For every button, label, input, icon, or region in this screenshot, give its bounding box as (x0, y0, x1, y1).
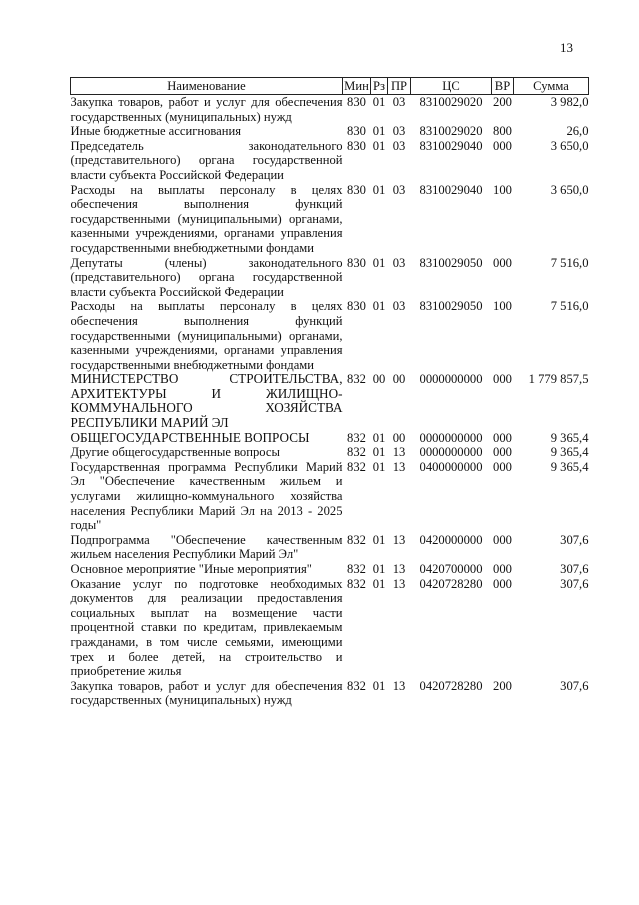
row-rz: 00 (372, 372, 386, 387)
row-cs: 8310029020 (419, 95, 483, 109)
row-cs: 8310029020 (419, 124, 483, 139)
row-rz: 01 (372, 138, 386, 153)
row-cs: 8310029050 (419, 255, 483, 270)
row-min: 832 (347, 678, 366, 693)
row-pr: 13 (392, 562, 406, 576)
table-body (71, 95, 589, 708)
row-vr: 200 (493, 95, 512, 109)
row-cs: 0000000000 (419, 445, 483, 460)
row-name: Государственная программа Республики Марий Эл "Обеспечение качественным жильем и услугами жилищно-коммунального хозяйства населения Республики Марий Эл на 2013 - 2025 годы" (70, 459, 343, 533)
header-name: Наименование (71, 78, 343, 95)
row-cs: 0000000000 (419, 430, 483, 445)
row-vr: 200 (493, 678, 512, 693)
row-pr: 03 (392, 124, 406, 139)
row-rz: 01 (372, 562, 386, 576)
table-row (71, 577, 589, 679)
row-rz: 01 (372, 459, 386, 474)
row-name: Подпрограмма "Обеспечение качественным жильем населения Республики Марий Эл" (70, 532, 343, 562)
row-min: 830 (347, 299, 366, 314)
table-row (71, 256, 589, 300)
row-sum: 307,6 (560, 576, 589, 591)
row-cs: 0420728280 (419, 678, 483, 693)
row-pr: 03 (392, 299, 406, 314)
row-pr: 13 (392, 576, 406, 591)
row-vr: 000 (493, 372, 512, 387)
row-name: Закупка товаров, работ и услуг для обеспечения государственных (муниципальных) нужд (70, 678, 343, 708)
row-min: 832 (347, 532, 366, 547)
row-rz: 01 (372, 430, 386, 445)
row-min: 830 (347, 138, 366, 153)
row-min: 830 (347, 255, 366, 270)
row-rz: 01 (372, 124, 386, 139)
row-min: 832 (347, 459, 366, 474)
row-name: Расходы на выплаты персоналу в целях обеспечения выполнения функций государственными (муниципальными) органами, казенными учреждениями, органами управления государственными внебюджетными фондами (70, 299, 343, 372)
header-cs: ЦС (411, 78, 492, 95)
row-min: 830 (347, 182, 366, 197)
row-min: 830 (347, 95, 366, 109)
row-cs: 8310029050 (419, 299, 483, 314)
row-sum: 9 365,4 (550, 459, 589, 474)
row-min: 832 (347, 445, 366, 460)
row-cs: 0420700000 (419, 562, 483, 576)
row-vr: 000 (493, 459, 512, 474)
row-vr: 800 (493, 124, 512, 139)
header-min: Мин (344, 78, 369, 93)
row-cs: 8310029040 (419, 138, 483, 153)
row-pr: 03 (392, 255, 406, 270)
row-vr: 000 (493, 532, 512, 547)
row-sum: 9 365,4 (550, 445, 589, 460)
table-row (71, 445, 589, 460)
row-vr: 000 (493, 255, 512, 270)
table-row (71, 95, 589, 125)
row-pr: 13 (392, 459, 406, 474)
table-row (71, 124, 589, 139)
row-pr: 13 (392, 445, 406, 460)
row-cs: 0000000000 (419, 372, 483, 387)
row-rz: 01 (372, 532, 386, 547)
row-min: 832 (347, 372, 366, 387)
row-sum: 3 982,0 (550, 95, 589, 109)
row-vr: 000 (493, 445, 512, 460)
row-min: 832 (347, 562, 366, 576)
header-rz: Рз (371, 78, 388, 95)
row-rz: 01 (372, 445, 386, 460)
budget-table (70, 77, 589, 708)
row-name: Другие общегосударственные вопросы (70, 445, 280, 460)
row-vr: 000 (493, 430, 512, 445)
row-pr: 13 (392, 532, 406, 547)
row-vr: 100 (493, 182, 512, 197)
row-name: Закупка товаров, работ и услуг для обеспечения государственных (муниципальных) нужд (70, 95, 343, 124)
row-cs: 0420000000 (419, 532, 483, 547)
row-sum: 3 650,0 (550, 138, 589, 153)
row-rz: 01 (372, 95, 386, 109)
row-name: Иные бюджетные ассигнования (70, 124, 242, 139)
row-name: МИНИСТЕРСТВО СТРОИТЕЛЬСТВА, АРХИТЕКТУРЫ И ЖИЛИЩНО-КОММУНАЛЬНОГО ХОЗЯЙСТВА РЕСПУБЛИКИ МАРИЙ ЭЛ (70, 371, 343, 431)
row-vr: 000 (493, 138, 512, 153)
row-name: Основное мероприятие "Иные мероприятия" (70, 562, 312, 576)
row-pr: 00 (392, 372, 406, 387)
row-rz: 01 (372, 299, 386, 314)
row-vr: 000 (493, 562, 512, 576)
row-sum: 7 516,0 (550, 299, 589, 314)
row-cs: 0400000000 (419, 459, 483, 474)
header-sum: Сумма (514, 78, 589, 95)
row-cs: 0420728280 (419, 576, 483, 591)
row-min: 830 (347, 124, 366, 139)
row-sum: 9 365,4 (550, 430, 589, 445)
table-row (71, 460, 589, 533)
row-sum: 26,0 (566, 124, 589, 139)
row-name: Председатель законодательного (представительного) органа государственной власти субъекта Российской Федерации (70, 138, 343, 182)
row-name: Депутаты (члены) законодательного (представительного) органа государственной власти субъекта Российской Федерации (70, 255, 343, 299)
row-vr: 100 (493, 299, 512, 314)
row-rz: 01 (372, 182, 386, 197)
header-row (71, 78, 589, 95)
row-name: Оказание услуг по подготовке необходимых документов для реализации предоставления социальных выплат на возмещение части процентной ставки по кредитам, привлекаемым гражданами, в том числе семьями, имеющими трех и более детей, на строительство и приобретение жилья (70, 576, 343, 679)
row-sum: 307,6 (560, 532, 589, 547)
table-row (71, 183, 589, 256)
table-row (71, 139, 589, 183)
table-row (71, 679, 589, 708)
row-sum: 3 650,0 (550, 182, 589, 197)
row-min: 832 (347, 430, 366, 445)
row-pr: 03 (392, 95, 406, 109)
row-pr: 13 (392, 678, 406, 693)
table-row (71, 299, 589, 372)
table-row (71, 533, 589, 562)
table-row-section (71, 431, 589, 446)
row-rz: 01 (372, 678, 386, 693)
row-sum: 307,6 (560, 678, 589, 693)
page-number: 13 (560, 40, 573, 55)
row-sum: 7 516,0 (550, 255, 589, 270)
row-sum: 307,6 (560, 562, 589, 576)
row-pr: 03 (392, 182, 406, 197)
row-rz: 01 (372, 255, 386, 270)
row-sum: 1 779 857,5 (528, 372, 589, 387)
table-row-ministry (71, 372, 589, 430)
row-rz: 01 (372, 576, 386, 591)
row-cs: 8310029040 (419, 182, 483, 197)
row-vr: 000 (493, 576, 512, 591)
row-pr: 03 (392, 138, 406, 153)
row-name: Расходы на выплаты персоналу в целях обеспечения выполнения функций государственными (муниципальными) органами, казенными учреждениями, органами управления государственными внебюджетными фондами (70, 182, 343, 255)
row-pr: 00 (392, 430, 406, 445)
header-vr: ВР (492, 78, 514, 95)
header-pr: ПР (388, 78, 411, 95)
row-min: 832 (347, 576, 366, 591)
row-name: ОБЩЕГОСУДАРСТВЕННЫЕ ВОПРОСЫ (70, 429, 310, 445)
table-row (71, 562, 589, 577)
